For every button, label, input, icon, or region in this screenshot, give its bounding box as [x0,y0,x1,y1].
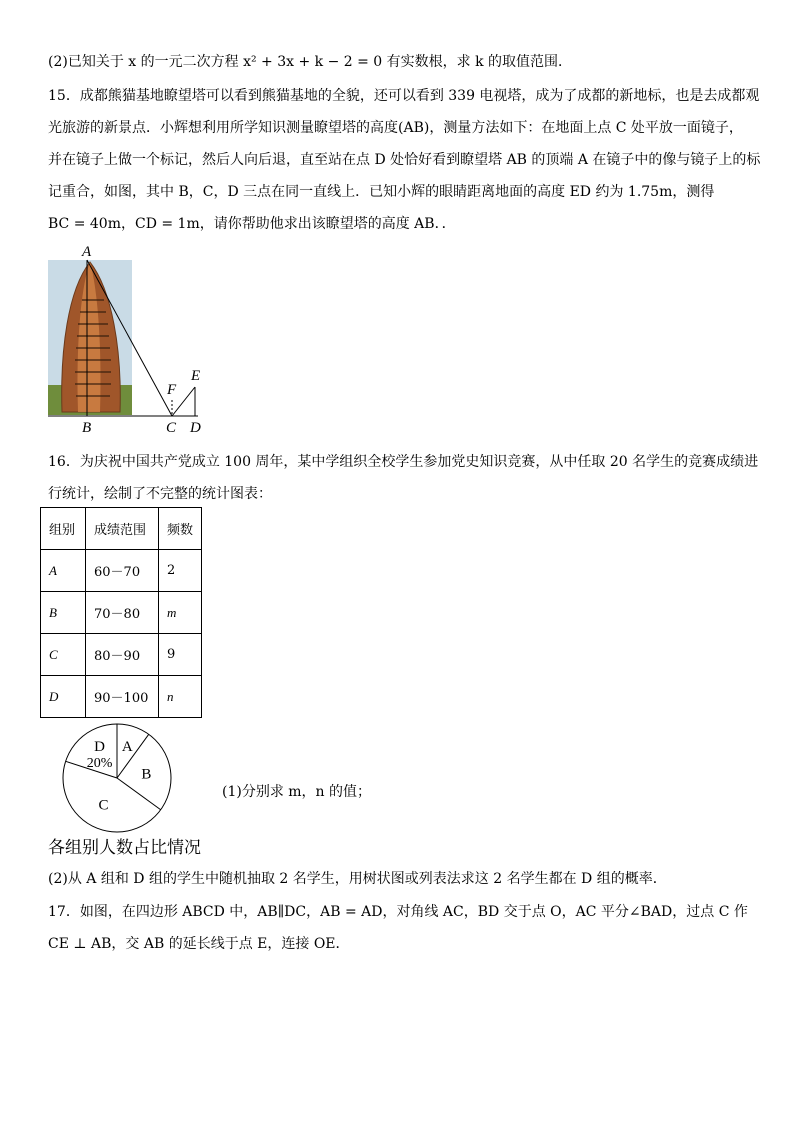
pie-title: 各组别人数占比情况 [48,838,201,858]
label-D: D [190,420,201,436]
q15-line3: 并在镜子上做一个标记，然后人向后退，直至站在点 D 处恰好看到瞭望塔 AB 的顶端 A 在镜子中的像与镜子上的标 [48,152,761,168]
pie-chart [62,723,182,833]
q16-line2: 行统计，绘制了不完整的统计图表： [48,486,272,502]
table-header-row [41,508,202,550]
pie-value-label-D: 20% [86,755,113,771]
table-header-cell: 成绩范围 [86,508,159,550]
table-row [41,634,202,676]
table-cell: D [41,676,86,718]
frequency-table [40,507,202,718]
q14-part2: (2)已知关于 x 的一元二次方程 x² + 3x + k − 2 = 0 有实数根，求 k 的取值范围． [48,54,573,70]
q16-part1: (1)分别求 m，n 的值； [222,784,372,800]
q15-line4: 记重合，如图，其中 B，C，D 三点在同一直线上．已知小辉的眼睛距离地面的高度 ED 约为 1.75m，测得 [48,184,715,200]
label-E: E [191,368,201,384]
label-F: F [167,382,177,398]
table-cell: m [159,592,202,634]
q16-line1: 16．为庆祝中国共产党成立 100 周年，某中学组织全校学生参加党史知识竞赛，从中任取 20 名学生的竞赛成绩进 [48,454,759,470]
table-cell: 9 [159,634,202,676]
table-row [41,676,202,718]
table-cell: B [41,592,86,634]
q16-part2: (2)从 A 组和 D 组的学生中随机抽取 2 名学生，用树状图或列表法求这 2 名学生都在 D 组的概率． [48,871,667,887]
table-cell: n [159,676,202,718]
table-row [41,550,202,592]
table-cell: 80－90 [86,634,159,676]
pie-label-A: A [121,739,133,756]
q17-line1: 17．如图，在四边形 ABCD 中，AB∥DC，AB = AD，对角线 AC，BD 交于点 O，AC 平分∠BAD，过点 C 作 [48,904,748,920]
table-header-cell: 频数 [159,508,202,550]
q15-line5: BC = 40m，CD = 1m，请你帮助他求出该瞭望塔的高度 AB．． [48,216,456,232]
table-cell: A [41,550,86,592]
label-C: C [166,420,177,436]
table-cell: C [41,634,86,676]
table-cell: 60－70 [86,550,159,592]
label-A: A [82,244,92,260]
pie-label-C: C [98,797,109,814]
label-B: B [82,420,92,436]
pie-label-B: B [141,766,152,783]
pie-label-D: D [94,738,105,755]
table-cell: 90－100 [86,676,159,718]
table-cell: 70－80 [86,592,159,634]
q17-line2: CE ⊥ AB，交 AB 的延长线于点 E，连接 OE． [48,936,350,952]
q15-line2: 光旅游的新景点．小辉想利用所学知识测量瞭望塔的高度(AB)，测量方法如下：在地面上点 C 处平放一面镜子， [48,120,743,136]
table-header-cell: 组别 [41,508,86,550]
q15-line1: 15．成都熊猫基地瞭望塔可以看到熊猫基地的全貌，还可以看到 339 电视塔，成为了成都的新地标，也是去成都观 [48,88,760,104]
tower-figure [40,240,220,440]
table-cell: 2 [159,550,202,592]
table-row [41,592,202,634]
